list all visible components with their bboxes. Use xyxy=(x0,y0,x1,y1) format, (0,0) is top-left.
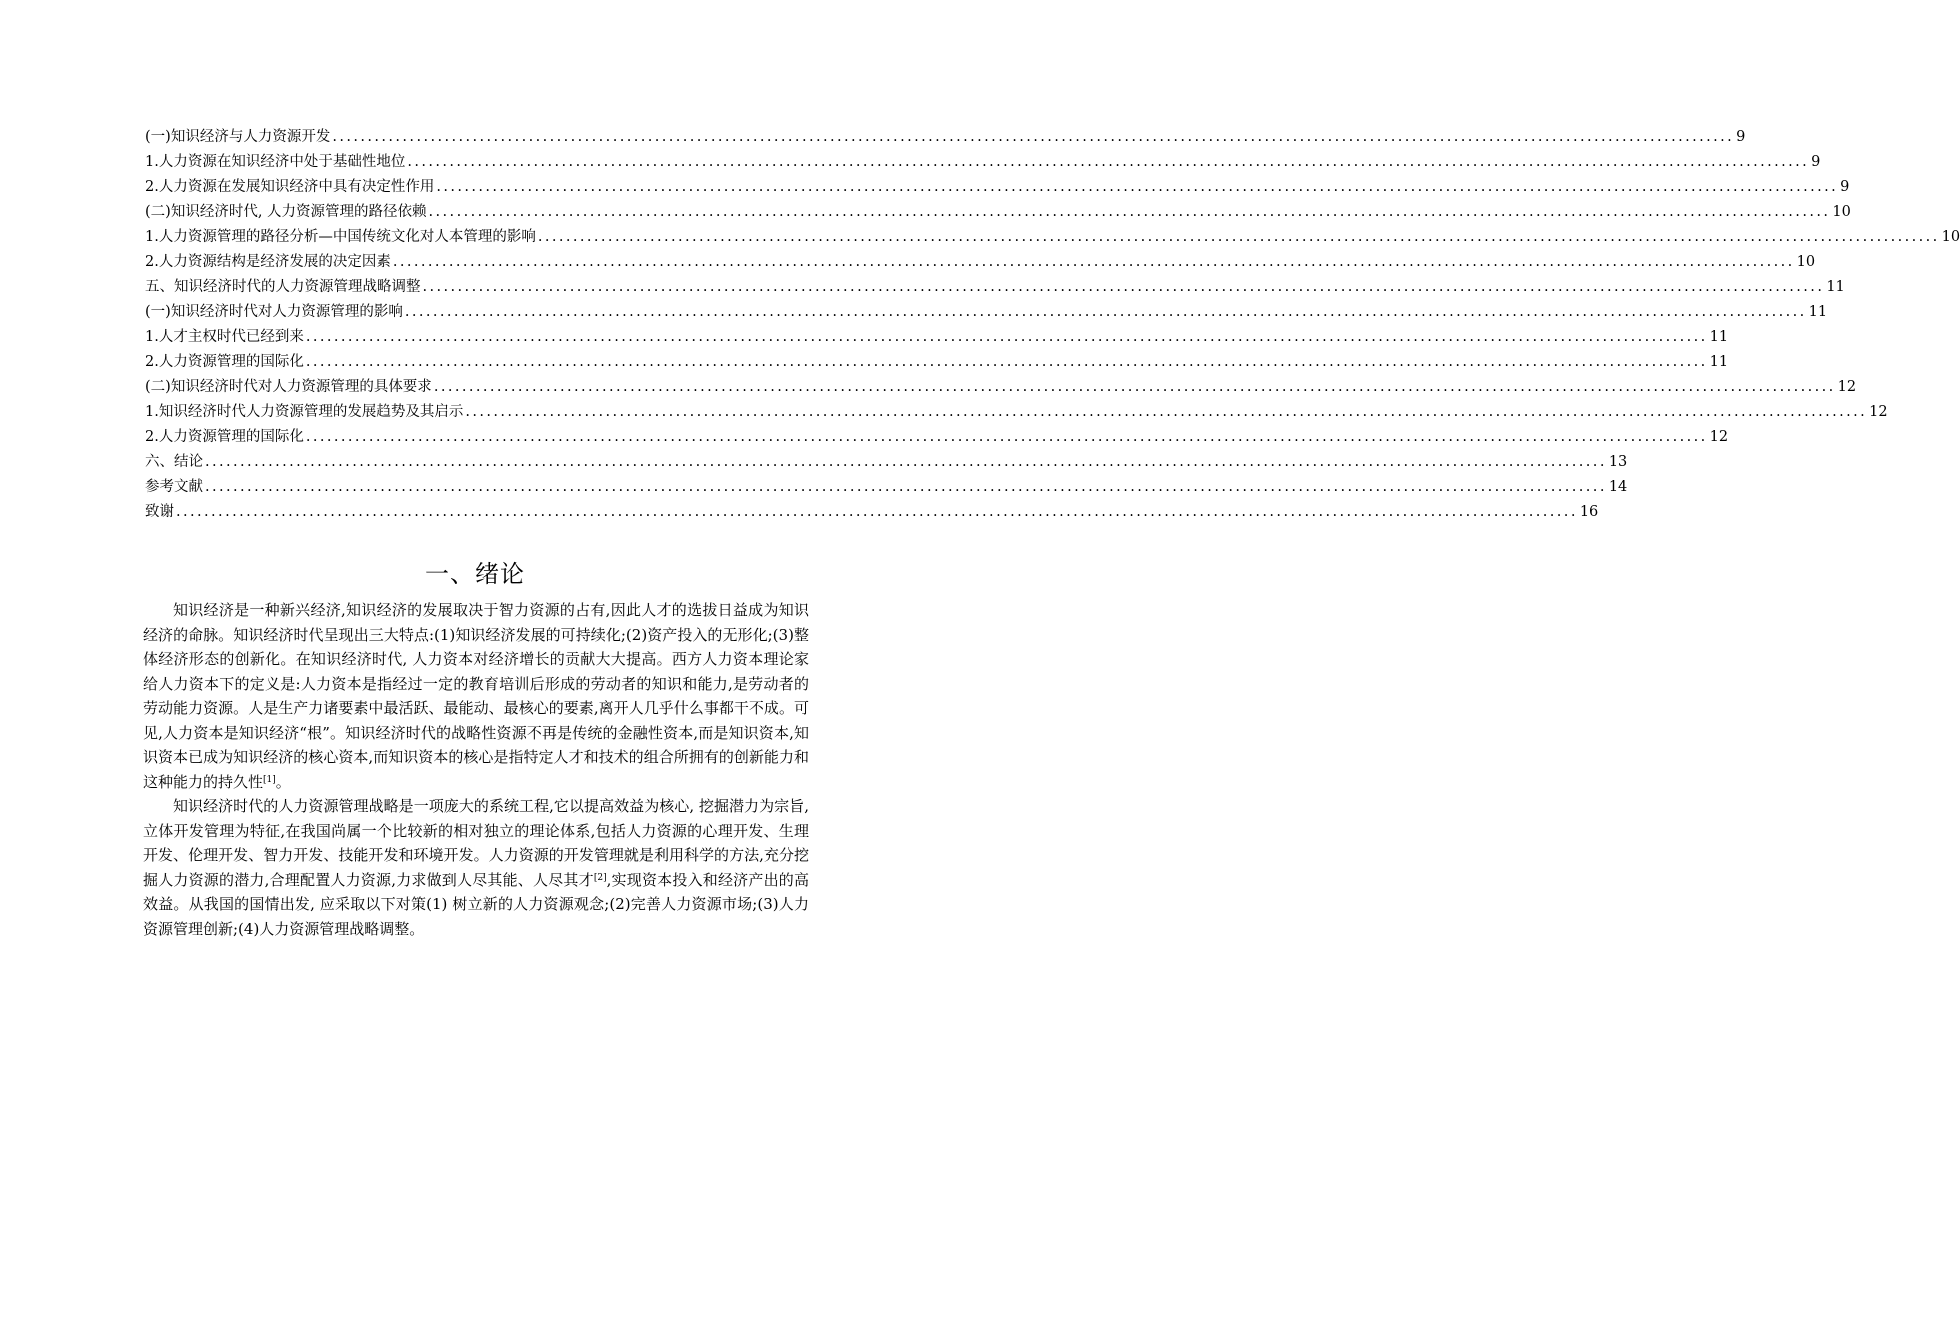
toc-entry[interactable] xyxy=(145,250,1816,275)
toc-entry[interactable] xyxy=(145,500,1599,525)
toc-leader-dots: ........................................................................................................................................................................................................ xyxy=(205,454,1607,470)
toc-entry-title: 2.人力资源管理的国际化 xyxy=(145,354,304,370)
toc-leader-dots: ........................................................................................................................................................................................................ xyxy=(305,429,1708,445)
toc-entry-title: 参考文献 xyxy=(145,479,203,495)
toc-entry-title: 1.人力资源在知识经济中处于基础性地位 xyxy=(145,154,406,170)
toc-entry-page: 10 xyxy=(1796,254,1816,270)
toc-entry-page: 9 xyxy=(1736,129,1746,145)
toc-entry[interactable] xyxy=(145,325,1729,350)
toc-entry-page: 12 xyxy=(1709,429,1729,445)
toc-leader-dots: ........................................................................................................................................................................................................ xyxy=(407,154,1810,170)
citation-ref[interactable]: [1] xyxy=(263,774,276,785)
toc-entry-title: 2.人力资源结构是经济发展的决定因素 xyxy=(145,254,391,270)
toc-entry-title: 1.人才主权时代已经到来 xyxy=(145,329,304,345)
toc-entry[interactable] xyxy=(145,425,1729,450)
toc-entry-title: 六、结论 xyxy=(145,454,203,470)
toc-entry[interactable] xyxy=(145,275,1845,300)
toc-leader-dots: ........................................................................................................................................................................................................ xyxy=(305,329,1708,345)
toc-entry-title: (一)知识经济时代对人力资源管理的影响 xyxy=(145,304,403,320)
paragraph xyxy=(143,794,809,941)
toc-leader-dots: ........................................................................................................................................................................................................ xyxy=(428,204,1831,220)
toc-entry-page: 11 xyxy=(1826,279,1845,295)
toc-entry-page: 16 xyxy=(1579,504,1599,520)
toc-leader-dots: ........................................................................................................................................................................................................ xyxy=(332,129,1735,145)
toc-entry-page: 12 xyxy=(1869,404,1888,420)
toc-entry[interactable] xyxy=(145,175,1850,200)
toc-leader-dots: ........................................................................................................................................................................................................ xyxy=(465,404,1868,420)
toc-entry-title: 1.人力资源管理的路径分析—中国传统文化对人本管理的影响 xyxy=(145,229,536,245)
toc-entry-title: (二)知识经济时代对人力资源管理的具体要求 xyxy=(145,379,432,395)
toc-entry-page: 12 xyxy=(1837,379,1857,395)
toc-leader-dots: ........................................................................................................................................................................................................ xyxy=(436,179,1839,195)
paragraph-text-end: ,实现资本投入和经济产出的高效益。从我国的国情出发, 应采取以下对策(1) 树立新的人力资源观念;(2)完善人力资源市场;(3)人力资源管理创新;(4)人力资源管理战略调整。 xyxy=(143,870,809,938)
toc-entry-page: 10 xyxy=(1941,229,1960,245)
paragraph-text: 知识经济时代的人力资源管理战略是一项庞大的系统工程,它以提高效益为核心, 挖掘潜力为宗旨,立体开发管理为特征,在我国尚属一个比较新的相对独立的理论体系,包括人力资源的心理开发、生理开发、伦理开发、智力开发、技能开发和环境开发。人力资源的开发管理就是利用科学的方法,充分挖掘人力资源的潜力,合理配置人力资源,力求做到人尽其能、人尽其才 xyxy=(143,797,809,889)
toc-entry[interactable] xyxy=(145,450,1628,475)
toc-entry[interactable] xyxy=(145,375,1857,400)
toc-entry[interactable] xyxy=(145,475,1628,500)
toc-leader-dots: ........................................................................................................................................................................................................ xyxy=(176,504,1578,520)
toc-leader-dots: ........................................................................................................................................................................................................ xyxy=(537,229,1940,245)
toc-leader-dots: ........................................................................................................................................................................................................ xyxy=(205,479,1607,495)
toc-leader-dots: ........................................................................................................................................................................................................ xyxy=(392,254,1795,270)
toc-entry-title: (一)知识经济与人力资源开发 xyxy=(145,129,331,145)
toc-entry-page: 9 xyxy=(1811,154,1821,170)
toc-entry-title: 五、知识经济时代的人力资源管理战略调整 xyxy=(145,279,421,295)
toc-leader-dots: ........................................................................................................................................................................................................ xyxy=(422,279,1825,295)
section-body xyxy=(143,598,809,941)
toc-entry[interactable] xyxy=(145,125,1746,150)
toc-entry[interactable] xyxy=(145,150,1821,175)
toc-entry-page: 11 xyxy=(1709,354,1729,370)
paragraph xyxy=(143,598,809,794)
toc-entry[interactable] xyxy=(145,400,1888,425)
toc-entry-title: 2.人力资源管理的国际化 xyxy=(145,429,304,445)
section-heading: 一、绪论 xyxy=(425,560,525,588)
toc-entry-page: 13 xyxy=(1608,454,1628,470)
toc-entry-title: (二)知识经济时代, 人力资源管理的路径依赖 xyxy=(145,204,427,220)
toc-entry[interactable] xyxy=(145,300,1828,325)
toc-entry-page: 14 xyxy=(1608,479,1628,495)
paragraph-text: 知识经济是一种新兴经济,知识经济的发展取决于智力资源的占有,因此人才的选拔日益成为知识经济的命脉。知识经济时代呈现出三大特点:(1)知识经济发展的可持续化;(2)资产投入的无形化;(3)整体经济形态的创新化。在知识经济时代, 人力资本对经济增长的贡献大大提高。西方人力资本理论家给人力资本下的定义是:人力资本是指经过一定的教育培训后形成的劳动者的知识和能力,是劳动者的劳动能力资源。人是生产力诸要素中最活跃、最能动、最核心的要素,离开人几乎什么事都干不成。可见,人力资本是知识经济“根”。知识经济时代的战略性资源不再是传统的金融性资本,而是知识资本,知识资本已成为知识经济的核心资本,而知识资本的核心是指特定人才和技术的组合所拥有的创新能力和这种能力的持久性 xyxy=(143,601,809,791)
table-of-contents xyxy=(145,125,1960,525)
paragraph-text-end: 。 xyxy=(275,772,291,791)
toc-entry-title: 2.人力资源在发展知识经济中具有决定性作用 xyxy=(145,179,435,195)
toc-entry-title: 1.知识经济时代人力资源管理的发展趋势及其启示 xyxy=(145,404,464,420)
toc-entry-page: 11 xyxy=(1808,304,1828,320)
citation-ref[interactable]: [2] xyxy=(593,872,607,883)
toc-leader-dots: ........................................................................................................................................................................................................ xyxy=(305,354,1708,370)
toc-entry-page: 10 xyxy=(1832,204,1851,220)
toc-leader-dots: ........................................................................................................................................................................................................ xyxy=(404,304,1807,320)
toc-entry[interactable] xyxy=(145,225,1960,250)
toc-entry-page: 11 xyxy=(1709,329,1729,345)
toc-entry-page: 9 xyxy=(1840,179,1850,195)
toc-entry[interactable] xyxy=(145,200,1851,225)
toc-leader-dots: ........................................................................................................................................................................................................ xyxy=(433,379,1836,395)
toc-entry[interactable] xyxy=(145,350,1729,375)
toc-entry-title: 致谢 xyxy=(145,504,174,520)
